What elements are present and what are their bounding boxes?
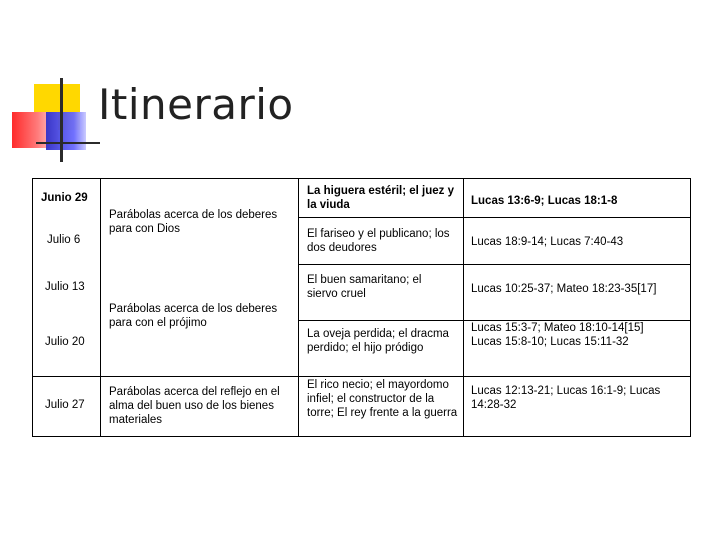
reference-cell: Lucas 13:6-9; Lucas 18:1-8 <box>471 195 618 207</box>
parable-cell: La oveja perdida; el dracma perdido; el hijo pródigo <box>307 328 449 354</box>
decor-blue-square <box>46 112 86 150</box>
topic-cell: Parábolas acerca de los deberes para con el prójimo <box>109 303 278 329</box>
topic-cell: Parábolas acerca de los deberes para con Dios <box>109 209 278 235</box>
date-cell: Julio 20 <box>45 336 85 348</box>
reference-cell: Lucas 12:13-21; Lucas 16:1-9; Lucas 14:28-32 <box>471 385 661 411</box>
reference-cell: Lucas 15:3-7; Mateo 18:10-14[15] Lucas 15:8-10; Lucas 15:11-32 <box>471 322 644 348</box>
parable-cell: El rico necio; el mayordomo infiel; el constructor de la torre; El rey frente a la guerra <box>307 379 458 419</box>
date-cell: Julio 6 <box>47 234 81 246</box>
decor-vertical-line <box>60 78 63 162</box>
row-divider <box>33 376 691 377</box>
slide-title: Itinerario <box>98 80 294 129</box>
parable-cell: La higuera estéril; el juez y la viuda <box>307 185 454 211</box>
parable-cell: El fariseo y el publicano; los dos deudores <box>307 228 450 254</box>
itinerary-table <box>32 178 691 437</box>
date-cell: Junio 29 <box>41 192 88 204</box>
row-divider <box>299 217 691 218</box>
row-divider <box>299 264 691 265</box>
parable-cell: El buen samaritano; el siervo cruel <box>307 274 422 300</box>
decor-horizontal-line <box>36 142 100 144</box>
reference-cell: Lucas 18:9-14; Lucas 7:40-43 <box>471 236 624 248</box>
topic-cell: Parábolas acerca del reflejo en el alma del buen uso de los bienes materiales <box>109 386 280 426</box>
column-divider <box>100 179 101 436</box>
date-cell: Julio 13 <box>45 281 85 293</box>
reference-cell: Lucas 10:25-37; Mateo 18:23-35[17] <box>471 283 657 295</box>
date-cell: Julio 27 <box>45 399 85 411</box>
